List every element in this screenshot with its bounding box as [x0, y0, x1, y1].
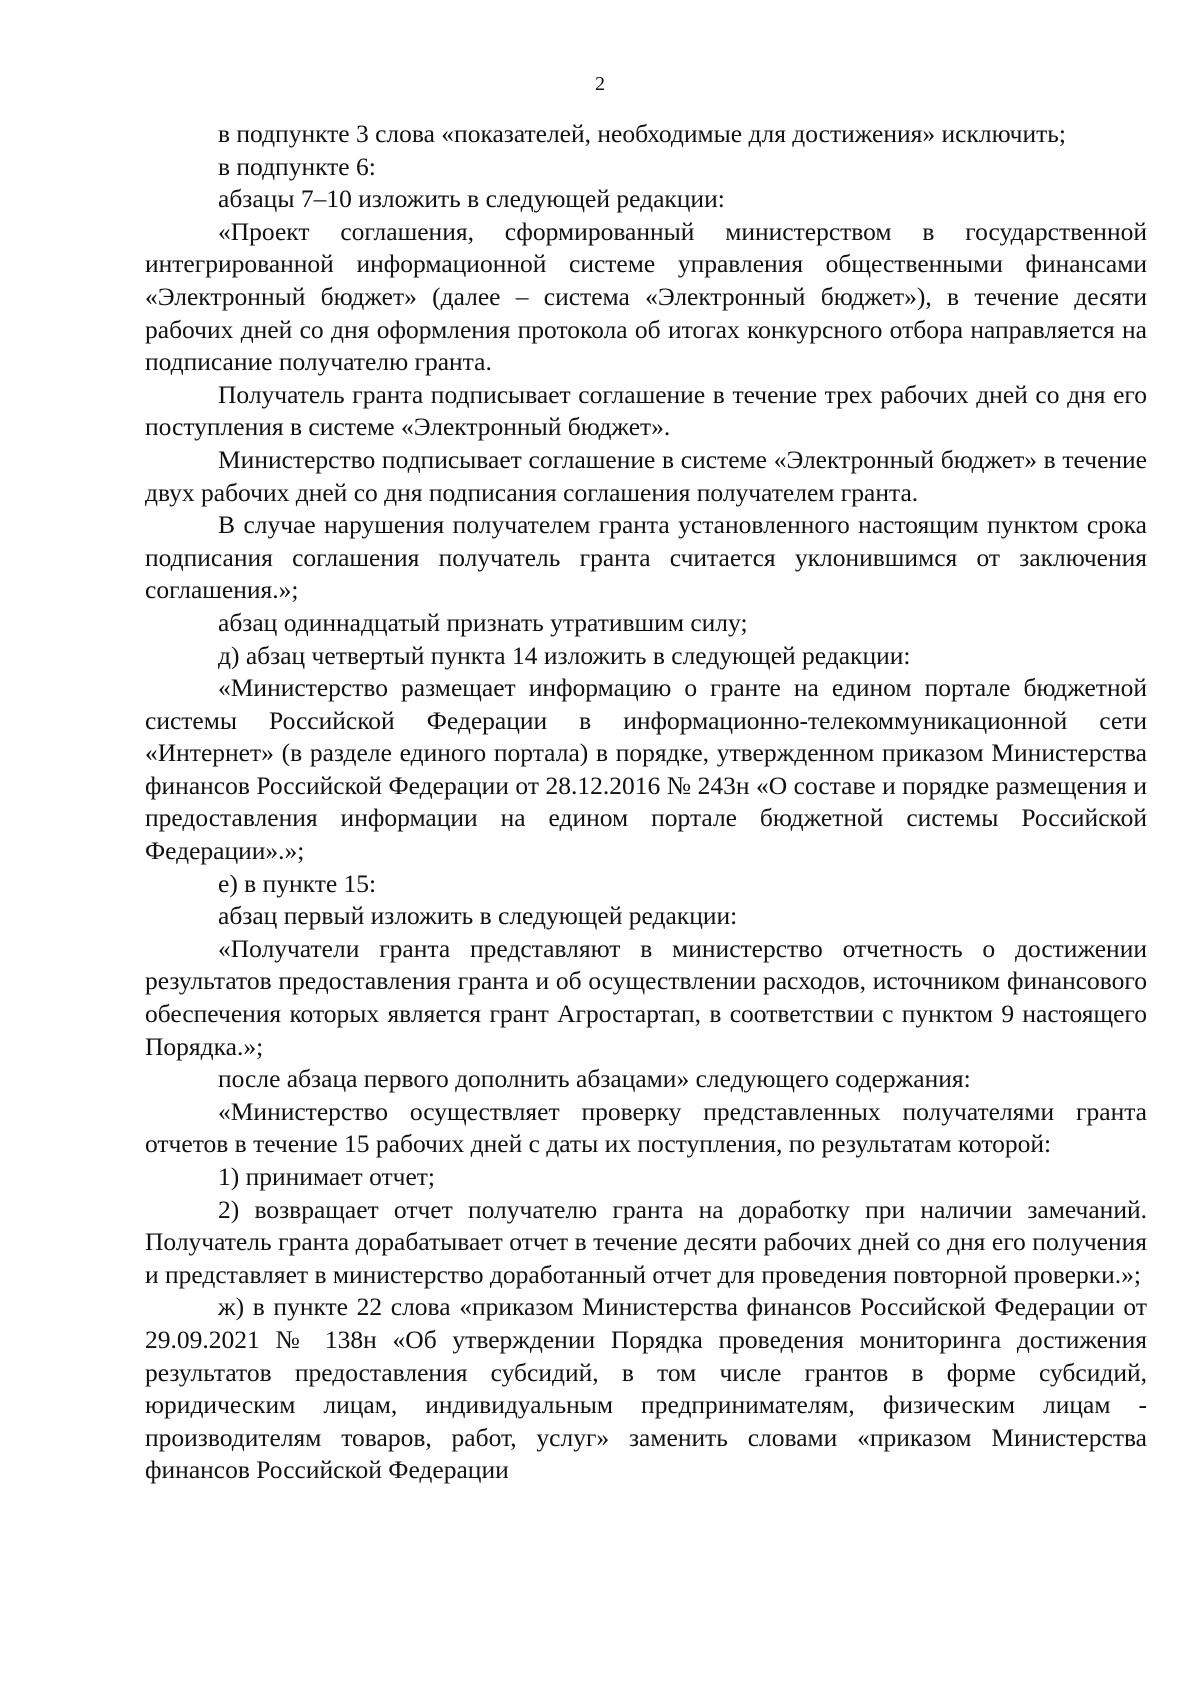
- paragraph: Министерство подписывает соглашение в системе «Электронный бюджет» в течение двух рабочих дней со дня подписания соглашения получателем гранта.: [145, 444, 1147, 507]
- paragraph: абзацы 7–10 изложить в следующей редакции:: [218, 184, 725, 214]
- paragraph: в подпункте 3 слова «показателей, необходимые для достижения» исключить;: [218, 119, 1066, 148]
- paragraph: В случае нарушения получателем гранта установленного настоящим пунктом срока подписания соглашения получатель гранта считается уклонившимся от заключения соглашения.»;: [145, 510, 1147, 605]
- paragraph: абзац первый изложить в следующей редакции:: [218, 901, 738, 931]
- paragraph: ж) в пункте 22 слова «приказом Министерства финансов Российской Федерации от 29.09.2021 № 138н «Об утверждении Порядка проведения мониторинга достижения результатов предоставления субсидий, в том числе грантов в форме субсидий, юридическим лицам, индивидуальным предпринимателям, физическим лицам - производителям товаров, работ, услуг» заменить словами «приказом Министерства финансов Российской Федерации: [145, 1292, 1147, 1485]
- paragraph: «Получатели гранта представляют в министерство отчетность о достижении результатов предоставления гранта и об осуществлении расходов, источником финансового обеспечения которых является грант Агростартап, в соответствии с пунктом 9 настоящего Порядка.»;: [145, 933, 1147, 1061]
- paragraph: «Министерство осуществляет проверку представленных получателями гранта отчетов в течение 15 рабочих дней с даты их поступления, по результатам которой:: [145, 1096, 1147, 1159]
- paragraph: «Проект соглашения, сформированный министерством в государственной интегрированной информационной системе управления общественными финансами «Электронный бюджет» (далее – система «Электронный бюджет»), в течение десяти рабочих дней со дня оформления протокола об итогах конкурсного отбора направляется на подписание получателю гранта.: [145, 216, 1147, 377]
- paragraph: после абзаца первого дополнить абзацами» следующего содержания:: [218, 1064, 971, 1094]
- paragraph: 1) принимает отчет;: [218, 1162, 435, 1191]
- paragraph: в подпункте 6:: [218, 151, 376, 181]
- paragraph: д) абзац четвертый пункта 14 изложить в следующей редакции:: [218, 640, 911, 670]
- page-number: 2: [595, 73, 605, 95]
- paragraph: абзац одиннадцатый признать утратившим силу;: [218, 607, 748, 637]
- paragraph: «Министерство размещает информацию о гранте на едином портале бюджетной системы Российской Федерации в информационно-телекоммуникационной сети «Интернет» (в разделе единого портала) в порядке, утвержденном приказом Министерства финансов Российской Федерации от 28.12.2016 № 243н «О составе и порядке размещения и предоставления информации на едином портале бюджетной системы Российской Федерации».»;: [145, 673, 1147, 866]
- paragraph: е) в пункте 15:: [218, 868, 377, 898]
- document-body: [145, 118, 1147, 1487]
- paragraph: 2) возвращает отчет получателю гранта на доработку при наличии замечаний. Получатель гранта дорабатывает отчет в течение десяти рабочих дней со дня его получения и представляет в министерство доработанный отчет для проведения повторной проверки.»;: [145, 1194, 1147, 1289]
- paragraph: Получатель гранта подписывает соглашение в течение трех рабочих дней со дня его поступления в системе «Электронный бюджет».: [145, 379, 1147, 442]
